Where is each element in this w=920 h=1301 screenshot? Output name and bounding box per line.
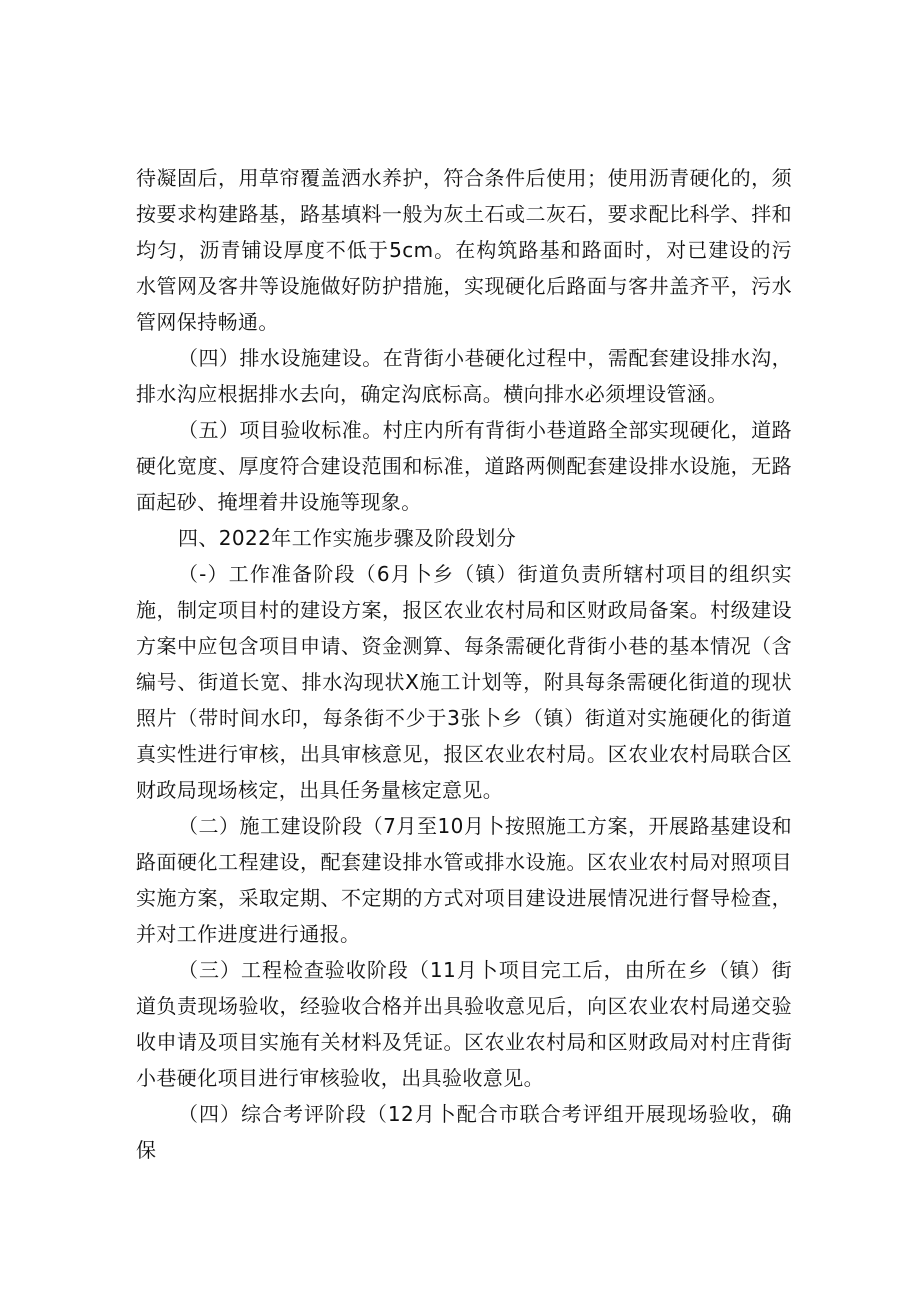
section-heading: 四、2022年工作实施步骤及阶段划分 (178, 526, 517, 550)
document-page (136, 160, 792, 1168)
paragraph-preparation-stage: （-）工作准备阶段（6月卜乡（镇）街道负责所辖村项目的组织实施，制定项目村的建设方案，报区农业农村局和区财政局备案。村级建设方案中应包含项目申请、资金测算、每条需硬化背街小巷的基本情况（含编号、街道长宽、排水沟现状X施工计划等，附具每条需硬化街道的现状照片（带时间水印，每条街不少于3张卜乡（镇）街道对实施硬化的街道真实性进行审核，出具审核意见，报区农业农村局。区农业农村局联合区财政局现场核定，出具任务量核定意见。 (136, 562, 792, 802)
paragraph-drainage: （四）排水设施建设。在背街小巷硬化过程中，需配套建设排水沟，排水沟应根据排水去向，确定沟底标高。横向排水必须埋设管涵。 (136, 346, 792, 406)
paragraph-evaluation-stage: （四）综合考评阶段（12月卜配合市联合考评组开展现场验收，确保 (136, 1102, 792, 1162)
paragraph-construction-stage: （二）施工建设阶段（7月至10月卜按照施工方案，开展路基建设和路面硬化工程建设，配套建设排水管或排水设施。区农业农村局对照项目实施方案，采取定期、不定期的方式对项目建设进展情况进行督导检查，并对工作进度进行通报。 (136, 814, 792, 946)
paragraph-inspection-stage: （三）工程检查验收阶段（11月卜项目完工后，由所在乡（镇）街道负责现场验收，经验收合格并出具验收意见后，向区农业农村局递交验收申请及项目实施有关材料及凭证。区农业农村局和区财政局对村庄背街小巷硬化项目进行审核验收，出具验收意见。 (136, 958, 792, 1090)
paragraph-continuation: 待凝固后，用草帘覆盖洒水养护，符合条件后使用；使用沥青硬化的，须按要求构建路基，路基填料一般为灰土石或二灰石，要求配比科学、拌和均匀，沥青铺设厚度不低于5cm。在构筑路基和路面时，对已建设的污水管网及客井等设施做好防护措施，实现硬化后路面与客井盖齐平，污水管网保持畅通。 (136, 166, 792, 334)
paragraph-acceptance-standard: （五）项目验收标准。村庄内所有背街小巷道路全部实现硬化，道路硬化宽度、厚度符合建设范围和标准，道路两侧配套建设排水设施，无路面起砂、掩埋着井设施等现象。 (136, 418, 792, 514)
